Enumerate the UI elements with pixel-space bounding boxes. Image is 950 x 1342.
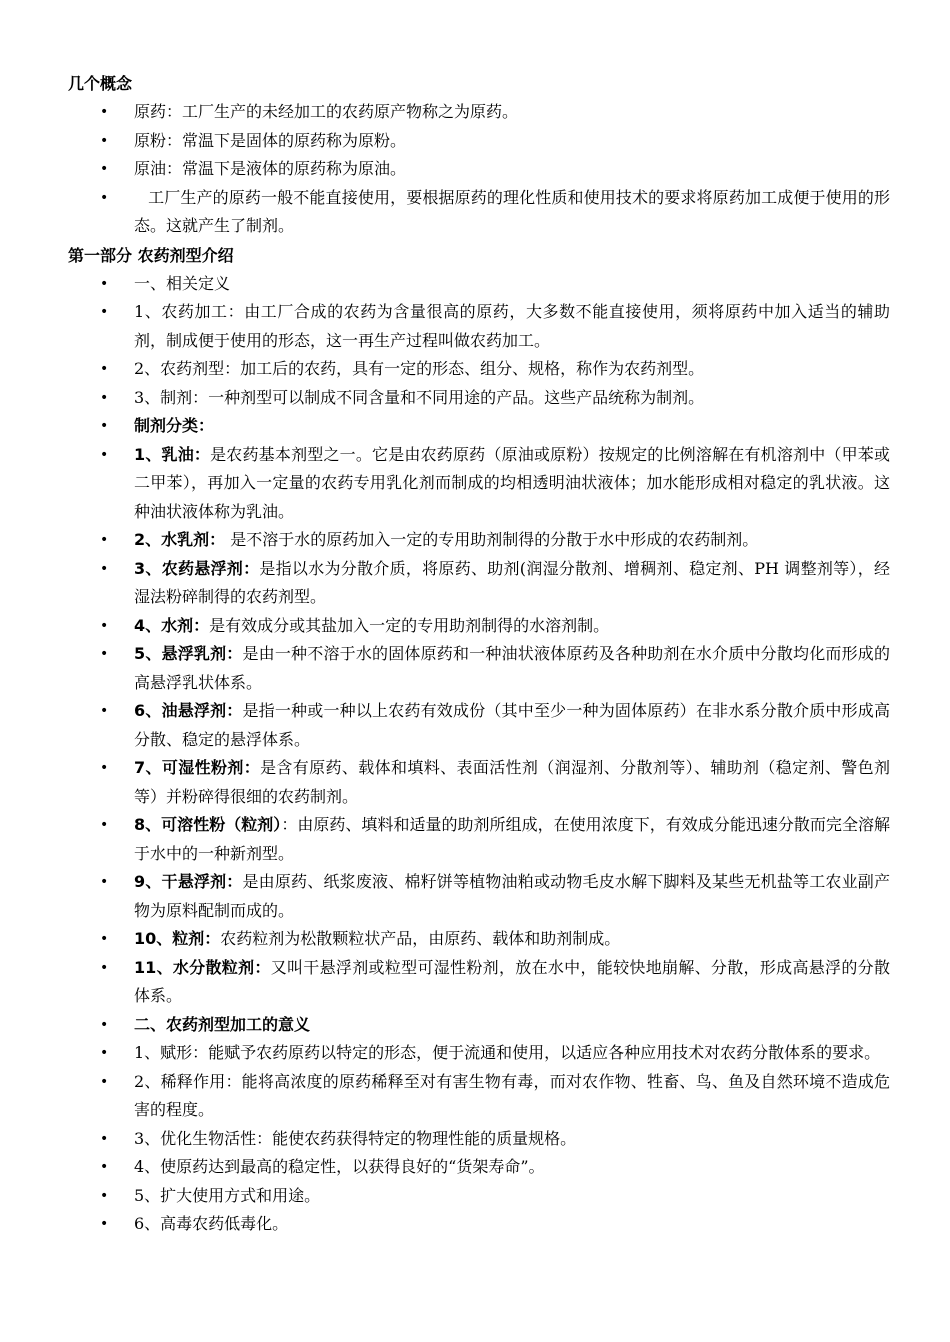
bullet-icon: • bbox=[100, 931, 109, 947]
term-label: 制剂分类： bbox=[134, 416, 215, 435]
term-label: 二、农药剂型加工的意义 bbox=[134, 1014, 311, 1034]
item-text: 6、高毒农药低毒化。 bbox=[134, 1214, 289, 1233]
item-text: ：由原药、填料和适量的助剂所组成，在使用浓度下，有效成分能迅速分散而完全溶解于水中的一种新剂型。 bbox=[134, 815, 890, 863]
bullet-icon: • bbox=[100, 361, 109, 377]
concepts-list bbox=[68, 98, 890, 241]
item-text: 是有效成分或其盐加入一定的专用助剂制得的水溶剂制。 bbox=[209, 615, 610, 635]
list-item: • 原油：常温下是液体的原药称为原油。 bbox=[68, 155, 890, 184]
item-text: 2、稀释作用：能将高浓度的原药稀释至对有害生物有毒，而对农作物、牲畜、鸟、鱼及自然环境不造成危害的程度。 bbox=[134, 1071, 890, 1119]
term-label: 8、可溶性粉（粒剂） bbox=[134, 815, 282, 834]
item-text: 农药粒剂为松散颗粒状产品，由原药、载体和助剂制成。 bbox=[220, 929, 621, 948]
item-text: 是由一种不溶于水的固体原药和一种油状液体原药及各种助剂在水介质中分散均化而形成的高悬浮乳状体系。 bbox=[134, 644, 890, 692]
list-item bbox=[68, 1068, 890, 1125]
list-item: • 原药：工厂生产的未经加工的农药原产物称之为原药。 bbox=[68, 98, 890, 127]
item-text: 是由原药、纸浆废液、棉籽饼等植物油粕或动物毛皮水解下脚料及某些无机盐等工农业副产物为原料配制而成的。 bbox=[134, 872, 890, 920]
bullet-icon: • bbox=[100, 959, 109, 976]
item-text: 1、赋形：能赋予农药原药以特定的形态，便于流通和使用，以适应各种应用技术对农药分散体系的要求。 bbox=[134, 1043, 881, 1062]
list-item bbox=[68, 526, 890, 555]
list-item: • 工厂生产的原药一般不能直接使用，要根据原药的理化性质和使用技术的要求将原药加工成便于使用的形态。这就产生了制剂。 bbox=[68, 184, 890, 241]
list-item bbox=[68, 384, 890, 413]
list-item bbox=[68, 640, 890, 697]
bullet-icon: • bbox=[100, 1159, 109, 1175]
item-text: 是指一种或一种以上农药有效成份（其中至少一种为固体原药）在非水系分散介质中形成高分散、稳定的悬浮体系。 bbox=[134, 701, 890, 749]
list-item: • 原粉：常温下是固体的原药称为原粉。 bbox=[68, 127, 890, 156]
item-text: 3、制剂：一种剂型可以制成不同含量和不同用途的产品。这些产品统称为制剂。 bbox=[134, 387, 705, 407]
term-label: 7、可湿性粉剂： bbox=[134, 758, 261, 777]
item-text: 是农药基本剂型之一。它是由农药原药（原油或原粉）按规定的比例溶解在有机溶剂中（甲苯或二甲苯），再加入一定量的农药专用乳化剂而制成的均相透明油状液体；加水能形成相对稳定的乳状液。这种油状液体称为乳油。 bbox=[134, 444, 890, 521]
bullet-icon: • bbox=[100, 189, 109, 206]
list-item bbox=[68, 868, 890, 925]
formulation-list bbox=[68, 270, 890, 1239]
list-item bbox=[68, 925, 890, 954]
list-item bbox=[68, 441, 890, 527]
list-item bbox=[68, 1039, 890, 1068]
item-text: 4、使原药达到最高的稳定性，以获得良好的“货架寿命”。 bbox=[134, 1157, 545, 1176]
item-text: 5、扩大使用方式和用途。 bbox=[134, 1185, 321, 1205]
item-text: 又叫干悬浮剂或粒型可湿性粉剂，放在水中，能较快地崩解、分散，形成高悬浮的分散体系。 bbox=[134, 957, 890, 1005]
list-item bbox=[68, 954, 890, 1011]
term-label: 10、粒剂： bbox=[134, 929, 221, 948]
term-label: 11、水分散粒剂： bbox=[134, 957, 271, 977]
list-item bbox=[68, 1125, 890, 1154]
list-item bbox=[68, 1210, 890, 1239]
bullet-icon: • bbox=[100, 418, 109, 434]
bullet-icon: • bbox=[100, 1216, 109, 1232]
bullet-icon: • bbox=[100, 703, 109, 719]
bullet-icon: • bbox=[100, 1187, 109, 1204]
list-item bbox=[68, 355, 890, 384]
section-heading-part-one: 第一部分 农药剂型介绍 bbox=[68, 245, 234, 265]
term-label: 5、悬浮乳剂： bbox=[134, 644, 243, 663]
list-item bbox=[68, 1153, 890, 1182]
item-text: 1、农药加工：由工厂合成的农药为含量很高的原药，大多数不能直接使用，须将原药中加入适当的辅助剂，制成便于使用的形态，这一再生产过程叫做农药加工。 bbox=[134, 302, 890, 350]
bullet-icon: • bbox=[100, 132, 109, 149]
bullet-icon: • bbox=[100, 646, 109, 662]
list-item bbox=[68, 612, 890, 641]
bullet-icon: • bbox=[100, 532, 109, 548]
bullet-icon: • bbox=[100, 874, 109, 890]
term-label: 6、油悬浮剂： bbox=[134, 701, 243, 720]
term-label: 1、乳油： bbox=[134, 444, 211, 464]
bullet-icon: • bbox=[100, 104, 109, 120]
bullet-icon: • bbox=[100, 389, 109, 406]
section-heading-concepts: 几个概念 bbox=[68, 74, 133, 93]
bullet-icon: • bbox=[100, 560, 109, 577]
item-text: 是指以水为分散介质，将原药、助剂(润湿分散剂、增稠剂、稳定剂、PH 调整剂等），经湿法粉碎制得的农药剂型。 bbox=[134, 558, 890, 606]
item-text: 是不溶于水的原药加入一定的专用助剂制得的分散于水中形成的农药制剂。 bbox=[225, 530, 759, 549]
list-item bbox=[68, 754, 890, 811]
bullet-icon: • bbox=[100, 446, 109, 463]
list-item bbox=[68, 1182, 890, 1211]
list-item bbox=[68, 270, 890, 299]
list-item bbox=[68, 811, 890, 868]
bullet-icon: • bbox=[100, 1045, 109, 1061]
item-text: 3、优化生物活性：能使农药获得特定的物理性能的质量规格。 bbox=[134, 1128, 577, 1148]
bullet-icon: • bbox=[100, 617, 109, 634]
bullet-icon: • bbox=[100, 161, 109, 177]
bullet-icon: • bbox=[100, 1073, 109, 1090]
bullet-icon: • bbox=[100, 817, 109, 833]
bullet-icon: • bbox=[100, 1130, 109, 1147]
item-text: 2、农药剂型：加工后的农药，具有一定的形态、组分、规格，称作为农药剂型。 bbox=[134, 359, 705, 378]
item-text: 是含有原药、载体和填料、表面活性剂（润湿剂、分散剂等）、辅助剂（稳定剂、警色剂等）并粉碎得很细的农药制剂。 bbox=[134, 758, 890, 806]
bullet-icon: • bbox=[100, 760, 109, 776]
list-item bbox=[68, 298, 890, 355]
list-item bbox=[68, 412, 890, 441]
bullet-icon: • bbox=[100, 304, 109, 320]
list-item bbox=[68, 1011, 890, 1040]
term-label: 3、农药悬浮剂： bbox=[134, 558, 260, 578]
bullet-icon: • bbox=[100, 275, 109, 292]
term-label: 4、水剂： bbox=[134, 615, 210, 635]
list-item bbox=[68, 697, 890, 754]
bullet-icon: • bbox=[100, 1016, 109, 1033]
item-text: 一、相关定义 bbox=[134, 273, 231, 293]
term-label: 9、干悬浮剂： bbox=[134, 872, 243, 891]
term-label: 2、水乳剂： bbox=[134, 530, 226, 549]
list-item bbox=[68, 555, 890, 612]
